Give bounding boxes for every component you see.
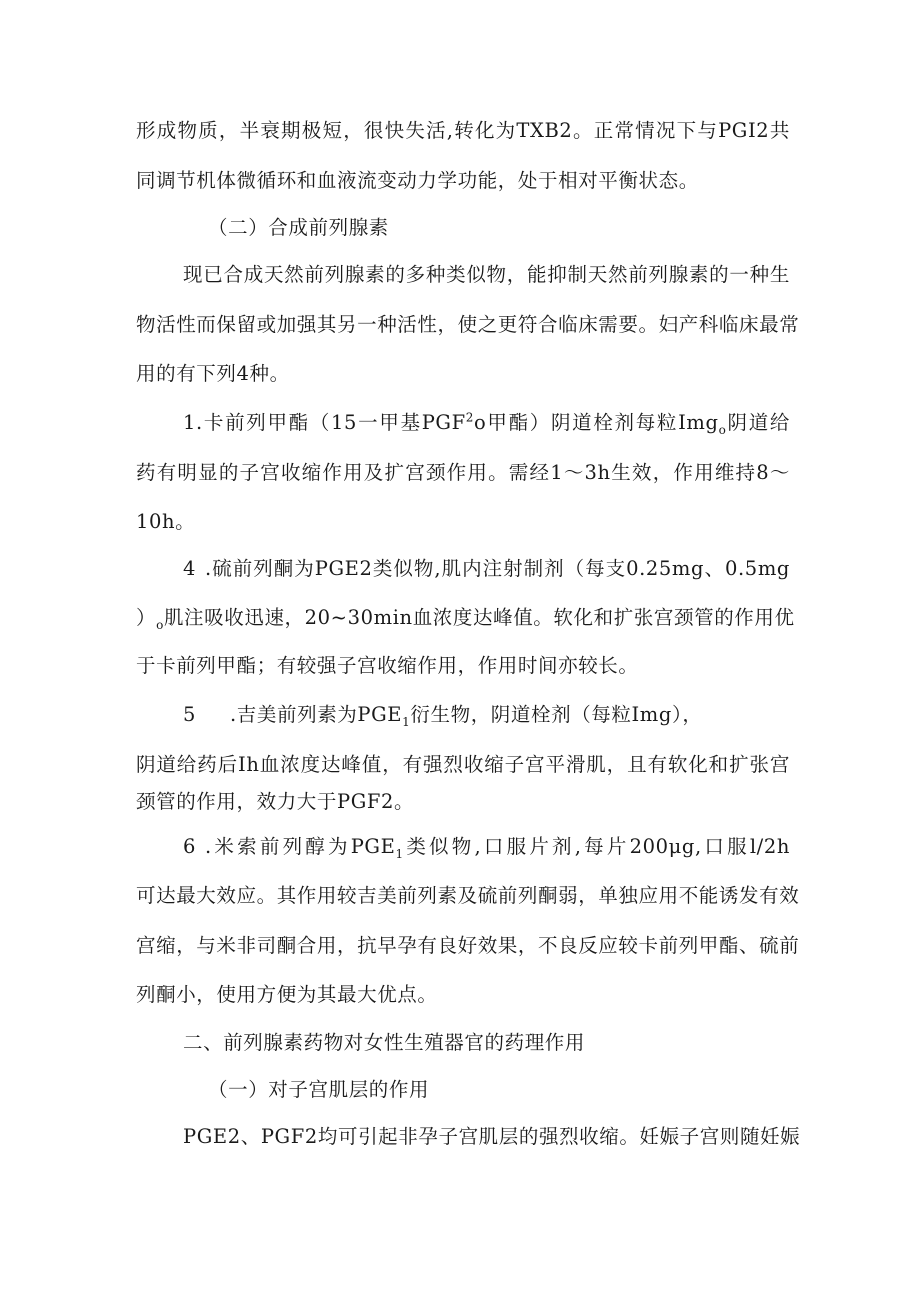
text-run: o甲酯）阴道栓剂每粒Img xyxy=(473,411,719,434)
paragraph-line: 物活性而保留或加强其另一种活性，使之更符合临床需要。妇产科临床最常 xyxy=(136,313,800,336)
subscript: o xyxy=(156,617,164,632)
superscript: 2 xyxy=(465,410,474,425)
text-run: 衍生物，阴道栓剂（每粒Img）， xyxy=(410,703,703,726)
list-item-5-line xyxy=(183,702,790,728)
text-run: 阴道给 xyxy=(726,411,790,434)
list-item-6-line xyxy=(183,834,790,860)
list-item-4-line xyxy=(183,556,790,582)
text-run: .吉美前列素为PGE xyxy=(230,703,403,726)
paragraph-line xyxy=(136,605,795,632)
paragraph-line: 颈管的作用，效力大于PGF2。 xyxy=(136,790,415,813)
text-run: 1.卡前列甲酯（15一甲基PGF xyxy=(183,411,466,434)
subscript: 1 xyxy=(395,846,404,861)
paragraph-line: PGE2、PGF2均可引起非孕子宫肌层的强烈收缩。妊娠子宫则随妊娠 xyxy=(183,1125,801,1148)
subheading-synthetic-prostaglandins: （二）合成前列腺素 xyxy=(208,216,389,239)
list-number: 6 xyxy=(183,835,197,858)
paragraph-line: 药有明显的子宫收缩作用及扩宫颈作用。需经1～3h生效，作用维持8～ xyxy=(136,461,790,484)
paragraph-line: 列酮小，使用方便为其最大优点。 xyxy=(136,983,438,1006)
list-item-1-line xyxy=(183,410,790,436)
subscript: o xyxy=(718,422,727,437)
paragraph-line: 宫缩，与米非司酮合用，抗早孕有良好效果，不良反应较卡前列甲酯、硫前 xyxy=(136,934,800,957)
text-run: 肌注吸收迅速，20~30min血浓度达峰值。软化和扩张宫颈管的作用优 xyxy=(163,606,795,629)
paragraph-line: 同调节机体微循环和血液流变动力学功能，处于相对平衡状态。 xyxy=(136,169,699,192)
list-number: 4 xyxy=(183,557,197,580)
paragraph-line: 可达最大效应。其作用较吉美前列素及硫前列酮弱，单独应用不能诱发有效 xyxy=(136,884,800,907)
paragraph-line: 10h。 xyxy=(136,510,196,533)
list-number: 5 xyxy=(183,703,197,726)
subheading-uterine-muscle: （一）对子宫肌层的作用 xyxy=(208,1078,430,1101)
section-heading: 二、前列腺素药物对女性生殖器官的药理作用 xyxy=(183,1031,586,1054)
paragraph-line: 用的有下列4种。 xyxy=(136,362,290,385)
text-run: .米索前列醇为PGE xyxy=(205,835,396,858)
text-run: 类似物,口服片剂,每片200μg,口服l/2h xyxy=(403,835,790,858)
text-run: ） xyxy=(136,606,157,629)
paragraph-line: 现已合成天然前列腺素的多种类似物，能抑制天然前列腺素的一种生 xyxy=(183,263,790,286)
paragraph-line: 阴道给药后Ih血浓度达峰值，有强烈收缩子宫平滑肌，且有软化和扩张宫 xyxy=(136,753,790,776)
paragraph-line: 形成物质，半衰期极短，很快失活,转化为TXB2。正常情况下与PGI2共 xyxy=(136,119,790,142)
text-run: .硫前列酮为PGE2类似物,肌内注射制剂（每支0.25mg、0.5mg xyxy=(205,557,790,580)
paragraph-line: 于卡前列甲酯；有较强子宫收缩作用，作用时间亦较长。 xyxy=(136,654,639,677)
subscript: 1 xyxy=(402,714,411,729)
